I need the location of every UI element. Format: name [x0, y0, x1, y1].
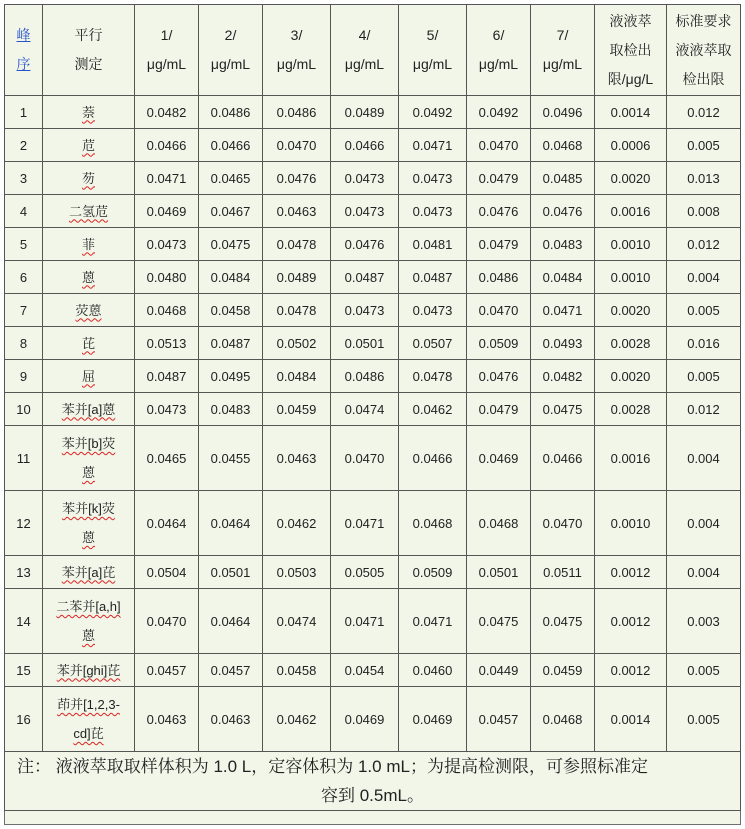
cell-concentration-4: 0.0476	[331, 228, 399, 261]
cell-concentration-6: 0.0470	[467, 294, 531, 327]
table-row	[5, 228, 741, 261]
table-row	[5, 687, 741, 752]
cell-concentration-2: 0.0457	[199, 654, 263, 687]
compound-name-text: 二氢苊	[68, 203, 108, 219]
cell-concentration-4: 0.0505	[331, 556, 399, 589]
cell-concentration-2: 0.0501	[199, 556, 263, 589]
table-row	[5, 491, 741, 556]
cell-compound-name	[43, 162, 135, 195]
cell-concentration-5: 0.0468	[399, 491, 467, 556]
cell-concentration-2: 0.0458	[199, 294, 263, 327]
cell-peak-number: 7	[5, 294, 43, 327]
cell-concentration-5: 0.0481	[399, 228, 467, 261]
header-parallel: 平行 测定	[43, 5, 135, 96]
table-row	[5, 360, 741, 393]
cell-concentration-7: 0.0471	[531, 294, 595, 327]
cell-peak-number: 10	[5, 393, 43, 426]
cell-concentration-6: 0.0486	[467, 261, 531, 294]
cell-peak-number: 2	[5, 129, 43, 162]
cell-lld: 0.0010	[595, 228, 667, 261]
note-line-2: 容到 0.5mL。	[321, 786, 424, 805]
cell-concentration-7: 0.0496	[531, 96, 595, 129]
cell-concentration-5: 0.0509	[399, 556, 467, 589]
cell-concentration-2: 0.0495	[199, 360, 263, 393]
cell-concentration-3: 0.0463	[263, 426, 331, 491]
table-row	[5, 556, 741, 589]
cell-peak-number: 8	[5, 327, 43, 360]
cell-concentration-6: 0.0479	[467, 393, 531, 426]
cell-concentration-5: 0.0478	[399, 360, 467, 393]
cell-concentration-2: 0.0464	[199, 491, 263, 556]
table-row	[5, 654, 741, 687]
cell-concentration-4: 0.0486	[331, 360, 399, 393]
table-row	[5, 294, 741, 327]
cell-concentration-3: 0.0463	[263, 195, 331, 228]
cell-concentration-7: 0.0468	[531, 687, 595, 752]
header-peak	[5, 5, 43, 96]
header-std: 标准要求 液液萃取 检出限	[667, 5, 741, 96]
cell-concentration-7: 0.0468	[531, 129, 595, 162]
pah-detection-limit-table	[4, 4, 741, 811]
compound-name-text: 芘	[81, 335, 95, 351]
table-row	[5, 195, 741, 228]
cell-concentration-1: 0.0463	[135, 687, 199, 752]
cell-concentration-2: 0.0475	[199, 228, 263, 261]
cell-peak-number: 12	[5, 491, 43, 556]
cell-standard-limit: 0.012	[667, 393, 741, 426]
cell-compound-name	[43, 195, 135, 228]
cell-standard-limit: 0.005	[667, 654, 741, 687]
cell-concentration-4: 0.0489	[331, 96, 399, 129]
cell-compound-name	[43, 294, 135, 327]
cell-concentration-5: 0.0469	[399, 687, 467, 752]
cell-concentration-4: 0.0474	[331, 393, 399, 426]
cell-concentration-6: 0.0449	[467, 654, 531, 687]
compound-name-text: 菲	[81, 236, 95, 252]
table-note	[5, 752, 741, 811]
cell-concentration-4: 0.0469	[331, 687, 399, 752]
cell-peak-number: 4	[5, 195, 43, 228]
cell-concentration-6: 0.0501	[467, 556, 531, 589]
cell-concentration-4: 0.0473	[331, 294, 399, 327]
cell-peak-number: 16	[5, 687, 43, 752]
cell-peak-number: 9	[5, 360, 43, 393]
cell-compound-name	[43, 687, 135, 752]
cell-lld: 0.0028	[595, 327, 667, 360]
cell-standard-limit: 0.004	[667, 491, 741, 556]
cell-concentration-7: 0.0466	[531, 426, 595, 491]
cell-concentration-5: 0.0487	[399, 261, 467, 294]
cell-concentration-1: 0.0464	[135, 491, 199, 556]
cell-lld: 0.0010	[595, 491, 667, 556]
cell-concentration-2: 0.0455	[199, 426, 263, 491]
cell-lld: 0.0020	[595, 294, 667, 327]
cell-concentration-1: 0.0473	[135, 393, 199, 426]
cell-concentration-4: 0.0471	[331, 589, 399, 654]
cell-concentration-2: 0.0466	[199, 129, 263, 162]
cell-concentration-6: 0.0469	[467, 426, 531, 491]
compound-name-text: 二苯并[a,h]	[56, 599, 121, 614]
cell-lld: 0.0028	[595, 393, 667, 426]
header-peak-label: 峰 序	[16, 27, 31, 72]
cell-concentration-5: 0.0466	[399, 426, 467, 491]
cell-lld: 0.0020	[595, 162, 667, 195]
cell-concentration-5: 0.0473	[399, 162, 467, 195]
cell-peak-number: 6	[5, 261, 43, 294]
cell-peak-number: 14	[5, 589, 43, 654]
cell-concentration-6: 0.0509	[467, 327, 531, 360]
header-conc-2: 2/ μg/mL	[199, 5, 263, 96]
cell-compound-name	[43, 261, 135, 294]
compound-name-text: 荧蒽	[75, 302, 102, 318]
cell-concentration-1: 0.0471	[135, 162, 199, 195]
table-row	[5, 589, 741, 654]
cell-concentration-1: 0.0468	[135, 294, 199, 327]
cell-concentration-3: 0.0470	[263, 129, 331, 162]
cell-concentration-3: 0.0486	[263, 96, 331, 129]
compound-name-text: 苯并[k]荧	[62, 501, 115, 516]
compound-name-text: 苯并[a]蒽	[61, 401, 116, 417]
cell-concentration-3: 0.0459	[263, 393, 331, 426]
cell-concentration-7: 0.0470	[531, 491, 595, 556]
cell-concentration-3: 0.0476	[263, 162, 331, 195]
cell-lld: 0.0014	[595, 96, 667, 129]
cell-concentration-2: 0.0486	[199, 96, 263, 129]
cell-concentration-6: 0.0470	[467, 129, 531, 162]
cell-concentration-5: 0.0471	[399, 589, 467, 654]
compound-name-text: 芴	[81, 170, 95, 186]
header-conc-4: 4/ μg/mL	[331, 5, 399, 96]
cell-concentration-4: 0.0501	[331, 327, 399, 360]
cell-concentration-4: 0.0470	[331, 426, 399, 491]
cell-concentration-3: 0.0502	[263, 327, 331, 360]
cell-concentration-4: 0.0487	[331, 261, 399, 294]
cell-concentration-1: 0.0482	[135, 96, 199, 129]
cell-concentration-4: 0.0471	[331, 491, 399, 556]
cell-compound-name	[43, 129, 135, 162]
cell-compound-name	[43, 589, 135, 654]
cell-concentration-4: 0.0466	[331, 129, 399, 162]
cell-peak-number: 1	[5, 96, 43, 129]
cell-concentration-7: 0.0475	[531, 393, 595, 426]
cell-concentration-6: 0.0479	[467, 162, 531, 195]
cell-lld: 0.0014	[595, 687, 667, 752]
cell-compound-name	[43, 96, 135, 129]
cell-concentration-3: 0.0478	[263, 294, 331, 327]
table-row	[5, 426, 741, 491]
compound-name-text: 苯并[a]芘	[61, 564, 116, 580]
cell-compound-name	[43, 654, 135, 687]
cell-standard-limit: 0.005	[667, 129, 741, 162]
cell-standard-limit: 0.004	[667, 426, 741, 491]
cell-standard-limit: 0.012	[667, 96, 741, 129]
cell-standard-limit: 0.005	[667, 294, 741, 327]
cell-compound-name	[43, 360, 135, 393]
cell-concentration-7: 0.0476	[531, 195, 595, 228]
cell-concentration-5: 0.0492	[399, 96, 467, 129]
cell-concentration-4: 0.0473	[331, 162, 399, 195]
table-body	[5, 96, 741, 752]
cell-concentration-1: 0.0470	[135, 589, 199, 654]
cell-concentration-1: 0.0487	[135, 360, 199, 393]
cell-lld: 0.0012	[595, 589, 667, 654]
cell-concentration-6: 0.0492	[467, 96, 531, 129]
cell-standard-limit: 0.005	[667, 360, 741, 393]
cell-concentration-5: 0.0473	[399, 294, 467, 327]
cell-concentration-1: 0.0466	[135, 129, 199, 162]
cell-concentration-6: 0.0476	[467, 360, 531, 393]
cell-concentration-1: 0.0469	[135, 195, 199, 228]
table-row	[5, 261, 741, 294]
table-row	[5, 129, 741, 162]
table-row	[5, 162, 741, 195]
cell-compound-name	[43, 491, 135, 556]
cell-concentration-2: 0.0484	[199, 261, 263, 294]
cell-compound-name	[43, 393, 135, 426]
cell-concentration-5: 0.0462	[399, 393, 467, 426]
header-lld: 液液萃 取检出 限/μg/L	[595, 5, 667, 96]
compound-name-text: 蒽	[81, 465, 95, 480]
cell-peak-number: 11	[5, 426, 43, 491]
cell-standard-limit: 0.016	[667, 327, 741, 360]
cell-concentration-2: 0.0487	[199, 327, 263, 360]
cell-standard-limit: 0.013	[667, 162, 741, 195]
compound-name-text: 蒽	[81, 530, 95, 545]
cell-lld: 0.0012	[595, 556, 667, 589]
cell-concentration-2: 0.0463	[199, 687, 263, 752]
cell-standard-limit: 0.008	[667, 195, 741, 228]
cell-standard-limit: 0.003	[667, 589, 741, 654]
cell-concentration-6: 0.0479	[467, 228, 531, 261]
cell-concentration-4: 0.0473	[331, 195, 399, 228]
header-conc-5: 5/ μg/mL	[399, 5, 467, 96]
cell-concentration-7: 0.0459	[531, 654, 595, 687]
cell-concentration-7: 0.0482	[531, 360, 595, 393]
cell-standard-limit: 0.004	[667, 261, 741, 294]
cell-lld: 0.0016	[595, 195, 667, 228]
note-row	[5, 752, 741, 811]
cell-concentration-5: 0.0471	[399, 129, 467, 162]
cell-compound-name	[43, 327, 135, 360]
cell-concentration-2: 0.0467	[199, 195, 263, 228]
compound-name-text: 苯并[b]荧	[61, 436, 116, 451]
header-conc-3: 3/ μg/mL	[263, 5, 331, 96]
cell-compound-name	[43, 556, 135, 589]
table-row	[5, 96, 741, 129]
cell-concentration-4: 0.0454	[331, 654, 399, 687]
cell-lld: 0.0020	[595, 360, 667, 393]
cell-standard-limit: 0.004	[667, 556, 741, 589]
cell-concentration-7: 0.0483	[531, 228, 595, 261]
cell-peak-number: 3	[5, 162, 43, 195]
compound-name-text: 屈	[81, 368, 95, 384]
cell-concentration-6: 0.0475	[467, 589, 531, 654]
cell-concentration-3: 0.0462	[263, 687, 331, 752]
cell-concentration-3: 0.0484	[263, 360, 331, 393]
cell-concentration-6: 0.0468	[467, 491, 531, 556]
cell-standard-limit: 0.005	[667, 687, 741, 752]
header-conc-1: 1/ μg/mL	[135, 5, 199, 96]
cell-concentration-6: 0.0476	[467, 195, 531, 228]
cell-compound-name	[43, 228, 135, 261]
cell-concentration-7: 0.0485	[531, 162, 595, 195]
cell-concentration-1: 0.0513	[135, 327, 199, 360]
table-row	[5, 393, 741, 426]
cell-concentration-1: 0.0504	[135, 556, 199, 589]
cell-concentration-3: 0.0458	[263, 654, 331, 687]
cell-concentration-5: 0.0473	[399, 195, 467, 228]
cell-lld: 0.0012	[595, 654, 667, 687]
cell-concentration-2: 0.0465	[199, 162, 263, 195]
cell-concentration-1: 0.0473	[135, 228, 199, 261]
cell-peak-number: 15	[5, 654, 43, 687]
cell-concentration-1: 0.0457	[135, 654, 199, 687]
table-row	[5, 327, 741, 360]
cell-standard-limit: 0.012	[667, 228, 741, 261]
cell-lld: 0.0010	[595, 261, 667, 294]
compound-name-text: cd]芘	[73, 726, 104, 741]
compound-name-text: 茚并[1,2,3-	[57, 697, 120, 712]
compound-name-text: 苯并[ghi]芘	[56, 662, 121, 678]
cell-peak-number: 13	[5, 556, 43, 589]
compound-name-text: 蒽	[81, 269, 95, 285]
cell-concentration-7: 0.0484	[531, 261, 595, 294]
cell-concentration-3: 0.0478	[263, 228, 331, 261]
cell-concentration-3: 0.0489	[263, 261, 331, 294]
compound-name-text: 蒽	[81, 628, 95, 643]
cell-concentration-6: 0.0457	[467, 687, 531, 752]
cell-concentration-1: 0.0480	[135, 261, 199, 294]
compound-name-text: 萘	[81, 104, 95, 120]
header-row	[5, 5, 741, 96]
cell-concentration-3: 0.0474	[263, 589, 331, 654]
cell-concentration-2: 0.0483	[199, 393, 263, 426]
cell-lld: 0.0016	[595, 426, 667, 491]
cell-concentration-7: 0.0511	[531, 556, 595, 589]
cell-concentration-3: 0.0462	[263, 491, 331, 556]
header-conc-6: 6/ μg/mL	[467, 5, 531, 96]
cell-concentration-5: 0.0507	[399, 327, 467, 360]
cell-peak-number: 5	[5, 228, 43, 261]
cell-compound-name	[43, 426, 135, 491]
cell-concentration-1: 0.0465	[135, 426, 199, 491]
cell-concentration-3: 0.0503	[263, 556, 331, 589]
cell-concentration-7: 0.0493	[531, 327, 595, 360]
header-conc-7: 7/ μg/mL	[531, 5, 595, 96]
cell-concentration-7: 0.0475	[531, 589, 595, 654]
cell-concentration-2: 0.0464	[199, 589, 263, 654]
cell-concentration-5: 0.0460	[399, 654, 467, 687]
compound-name-text: 苊	[81, 137, 95, 153]
note-line-1: 注： 液液萃取取样体积为 1.0 L，定容体积为 1.0 mL；为提高检测限，可参照标准定	[17, 757, 648, 776]
cell-lld: 0.0006	[595, 129, 667, 162]
